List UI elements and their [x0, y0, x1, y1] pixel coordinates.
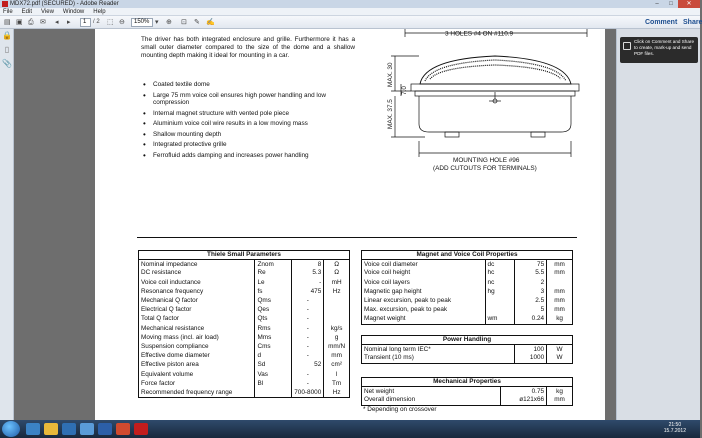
table-row: Magnet weight wm 0.24 kg: [362, 315, 573, 324]
table-row: Voice coil diameter dc 75 mm: [362, 260, 573, 269]
start-button[interactable]: [2, 421, 20, 437]
table-row: Moving mass (incl. air load) Mms - g: [139, 333, 350, 342]
table-row: Nominal long term IEC* 100 W: [362, 345, 573, 354]
menu-bar: [0, 8, 700, 16]
footnote: * Depending on crossover: [363, 406, 437, 413]
open-icon[interactable]: ▤: [4, 19, 11, 26]
table-row: Equivalent volume Vas - l: [139, 370, 350, 379]
table-row: Net weight 0.75 kg: [362, 387, 573, 396]
menu-edit[interactable]: Edit: [21, 9, 33, 15]
max375-dimension-label: MAX. 37.5: [387, 99, 394, 129]
feature-item: • Coated textile dome: [141, 81, 361, 88]
table-row: DC resistance Re 5.3 Ω: [139, 269, 350, 278]
window-title: MDX72.pdf (SECURED) - Adobe Reader: [10, 1, 119, 7]
minimize-button[interactable]: –: [655, 1, 659, 7]
next-page-icon[interactable]: ▸: [67, 19, 71, 26]
feature-item: • Shallow mounting depth: [141, 131, 361, 138]
maximize-button[interactable]: □: [669, 1, 673, 7]
table-row: Effective dome diameter d - mm: [139, 352, 350, 361]
table-row: Voice coil layers nc 2: [362, 278, 573, 287]
title-bar: [0, 0, 700, 8]
cutouts-label: (ADD CUTOUTS FOR TERMINALS): [433, 165, 537, 172]
zoom-dropdown-icon[interactable]: ▾: [155, 19, 159, 26]
comment-button[interactable]: Comment: [645, 19, 678, 26]
email-icon[interactable]: ✉: [40, 19, 46, 26]
navigation-pane: [0, 29, 14, 420]
adobe-reader-icon: [2, 1, 8, 7]
table-row: Voice coil inductance Le - mH: [139, 278, 350, 287]
clock-date: 15.7.2012: [663, 428, 686, 434]
mounting-hole-label: MOUNTING HOLE #96: [453, 157, 520, 164]
table-title: Magnet and Voice Coil Properties: [362, 251, 573, 260]
product-description: The driver has both integrated enclosure and grille. Furthermore it has a small outer diameter compared to the size of the dome and a shallow mounting depth making it ideal for mounting in a car.: [141, 36, 355, 59]
table-row: Recommended frequency range 700-8000 Hz: [139, 388, 350, 397]
thiele-small-table: [138, 250, 350, 398]
sign-icon[interactable]: ✍: [206, 19, 215, 26]
feature-list: [141, 81, 361, 163]
table-row: Suspension compliance Cms - mm/N: [139, 342, 350, 351]
comment-bubble-icon[interactable]: ✎: [194, 19, 200, 26]
menu-window[interactable]: Window: [62, 9, 85, 15]
close-button[interactable]: ✕: [678, 0, 700, 8]
tools-pane: [616, 29, 700, 420]
window-controls: [650, 0, 700, 8]
table-row: Effective piston area Sd 52 cm²: [139, 361, 350, 370]
page-number-input[interactable]: 1: [80, 18, 91, 27]
technical-drawing: [385, 29, 600, 179]
zoom-input[interactable]: 150%: [131, 18, 153, 27]
table-row: Electrical Q factor Qes -: [139, 306, 350, 315]
table-row: Nominal impedance Znom 8 Ω: [139, 260, 350, 269]
fit-page-icon[interactable]: ⊡: [181, 19, 187, 26]
table-row: Magnetic gap height hg 3 mm: [362, 287, 573, 296]
info-icon: [623, 42, 631, 50]
tooltip-text: Click on Comment and Share to create, mark-up and send PDF files.: [634, 39, 695, 56]
zoom-in-icon[interactable]: ⊕: [166, 19, 172, 26]
powerpoint-icon[interactable]: [116, 423, 130, 435]
file-explorer-icon[interactable]: [44, 423, 58, 435]
feature-item: • Internal magnet structure with vented pole piece: [141, 110, 361, 117]
zoom-out-icon[interactable]: ⊖: [119, 19, 125, 26]
table-row: Linear excursion, peak to peak 2.5 mm: [362, 296, 573, 305]
app-icon[interactable]: [80, 423, 94, 435]
table-row: Voice coil height hc 5.5 mm: [362, 269, 573, 278]
share-button[interactable]: Share: [683, 19, 702, 26]
pdf-page: [95, 29, 605, 420]
lock-icon[interactable]: 🔒: [2, 31, 12, 40]
power-handling-table: [361, 335, 573, 364]
table-row: Max. excursion, peak to peak 5 mm: [362, 306, 573, 315]
previous-page-icon[interactable]: ◂: [55, 19, 59, 26]
save-icon[interactable]: ▣: [16, 19, 23, 26]
internet-explorer-icon[interactable]: [26, 423, 40, 435]
menu-view[interactable]: View: [41, 9, 54, 15]
select-tool-icon[interactable]: ⬚: [107, 19, 114, 26]
magnet-voice-coil-table: [361, 250, 573, 325]
height-7-dimension-label: 7.0: [401, 86, 408, 95]
adobe-reader-taskbar-icon[interactable]: [134, 423, 148, 435]
max30-dimension-label: MAX. 30: [387, 62, 394, 87]
taskbar: [0, 420, 700, 438]
feature-item: • Large 75 mm voice coil ensures high power handling and low compression: [141, 92, 361, 107]
table-title: Thiele Small Parameters: [139, 251, 350, 260]
table-row: Total Q factor Qts -: [139, 315, 350, 324]
table-row: Mechanical Q factor Qms -: [139, 296, 350, 305]
word-icon[interactable]: [98, 423, 112, 435]
page-total: / 2: [93, 19, 100, 25]
table-title: Power Handling: [362, 336, 573, 345]
system-clock[interactable]: [664, 422, 686, 434]
table-row: Force factor Bl - Tm: [139, 379, 350, 388]
feature-item: • Integrated protective grille: [141, 141, 361, 148]
pages-icon[interactable]: ▯: [4, 45, 10, 54]
drawing-lines: [391, 29, 587, 157]
feature-item: • Aluminium voice coil wire results in a low moving mass: [141, 120, 361, 127]
section-divider: [137, 237, 577, 238]
table-row: Resonance frequency fs 475 Hz: [139, 287, 350, 296]
menu-help[interactable]: Help: [93, 9, 106, 15]
print-icon[interactable]: ⎙: [28, 19, 34, 26]
feature-item: • Ferrofluid adds damping and increases power handling: [141, 152, 361, 159]
table-title: Mechanical Properties: [362, 378, 573, 387]
toolbar: [0, 16, 700, 29]
media-player-icon[interactable]: [62, 423, 76, 435]
table-row: Mechanical resistance Rms - kg/s: [139, 324, 350, 333]
attachment-icon[interactable]: 📎: [2, 59, 12, 68]
comment-share-tooltip[interactable]: [620, 37, 698, 63]
table-row: Transient (10 ms) 1000 W: [362, 354, 573, 363]
holes-dimension-label: 3 HOLES #4 ON #110.9: [445, 30, 514, 38]
table-row: Overall dimension ø121x66 mm: [362, 396, 573, 405]
menu-file[interactable]: File: [3, 9, 13, 15]
mechanical-properties-table: [361, 377, 573, 406]
clock-time: 21:50: [668, 422, 682, 428]
